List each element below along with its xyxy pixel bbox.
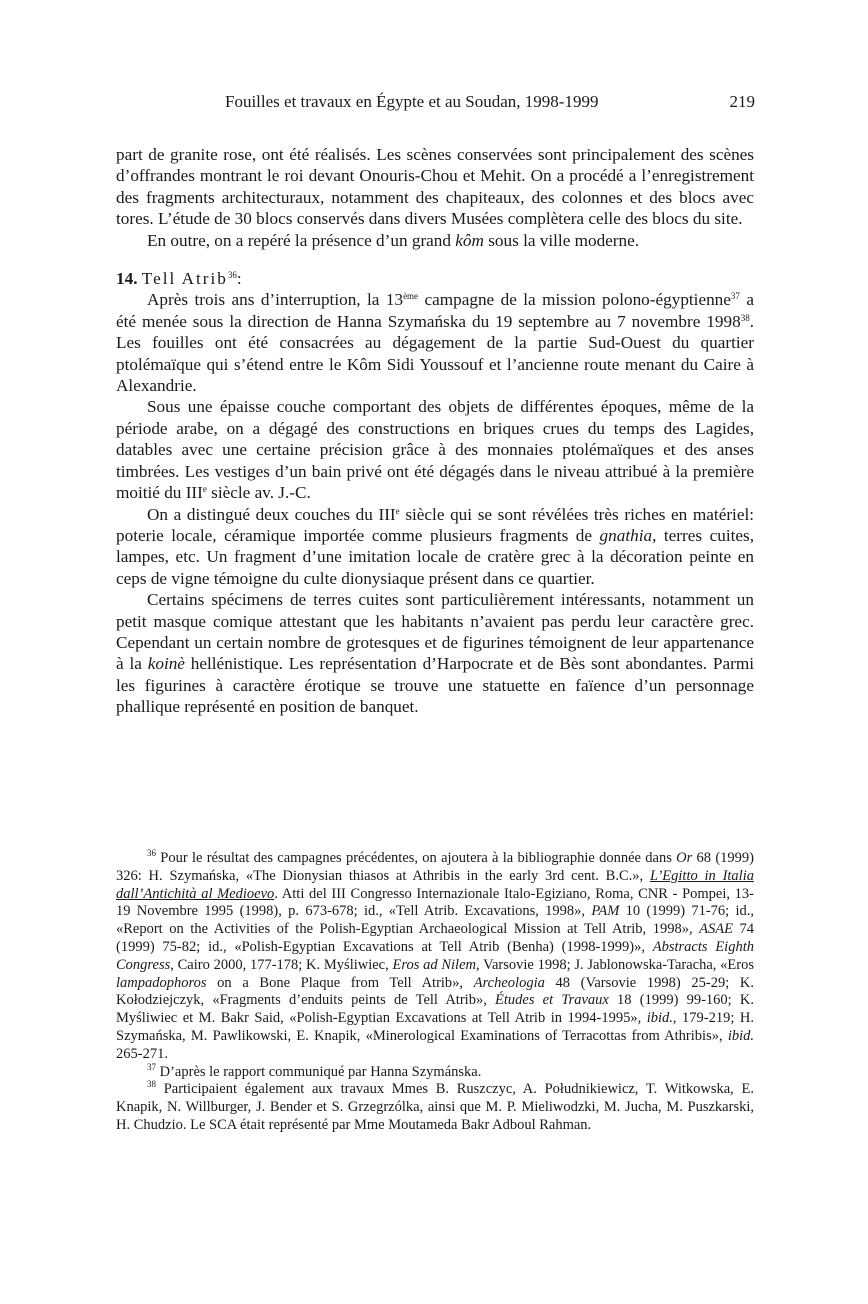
footnote-38: $^{38}$ Participaient également aux travaux Mmes B. Ruszczyc, A. Południkiewicz, T. Witkowska, E. Knapik, N. Willburger, J. Bender et S. Grzegrzólka, ainsi que M. P. Mieliwodzki, M. Jucha, M. Puszkarski, H. Chudzio. Le SCA était représenté par Mme Moutameda Bakr Adboul Rahman.	[116, 1079, 754, 1133]
paragraph: Sous une épaisse couche comportant des objets de différentes époques, même de la période arabe, on a dégagé des constructions en briques crues du temps des Lagides, datables avec une certaine précision grâce à des monnaies ptolémaïques et des anses timbrées. Les vestiges d’un bain privé ont été dégagés dans le niveau attribué à la première moitié du IIIe siècle av. J.-C.	[116, 397, 754, 503]
footnote-ref: 36	[227, 270, 237, 281]
paragraph: Après trois ans d’interruption, la 13ème campagne de la mission polono-égyptienne$^{37}$ a été menée sous la direction de Hanna Szymańska du 19 septembre au 7 novembre 1998$^{38}$. Les fouilles ont été consacrées au dégagement de la partie Sud-Ouest du quartier ptolémaïque qui s’étend entre le Kôm Sidi Youssouf et l’ancienne route menant du Caire à Alexandrie.	[116, 290, 754, 396]
running-title: Fouilles et travaux en Égypte et au Soudan, 1998-1999	[225, 92, 599, 111]
body-text	[116, 144, 754, 718]
page-number: 219	[729, 92, 755, 111]
paragraph: En outre, on a repéré la présence d’un grand kôm sous la ville moderne.	[147, 230, 640, 250]
footnote-36: $^{36}$ Pour le résultat des campagnes précédentes, on ajoutera à la bibliographie donnée dans Or 68 (1999) 326: H. Szymańska, «The Dionysian thiasos at Athribis in the early 3rd cent. B.C.», L’Egitto in Italia dall’Antichità al Medioevo. Atti del III Congresso Internazionale Italo-Egiziano, Roma, CNR - Pompei, 13-19 Novembre 1995 (1998), p. 673-678; id., «Tell Atrib. Excavations, 1998», PAM 10 (1999) 71-76; id., «Report on the Activities of the Polish-Egyptian Archaeological Mission at Tell Atrib, 1998», ASAE 74 (1999) 75-82; id., «Polish-Egyptian Excavations at Tell Atrib (Benha) (1998-1999)», Abstracts Eighth Congress, Cairo 2000, 177-178; K. Myśliwiec, Eros ad Nilem, Varsovie 1998; J. Jablonowska-Taracha, «Eros lampadophoros on a Bone Plaque from Tell Atrib», Archeologia 48 (Varsovie 1998) 25-29; K. Kołodziejczyk, «Fragments d’enduits peints de Tell Atrib», Études et Travaux 18 (1999) 99-160; K. Myśliwiec et M. Bakr Said, «Polish-Egyptian Excavations at Tell Atrib in 1994-1995», ibid., 179-219; H. Szymańska, M. Pawlikowski, E. Knapik, «Minerological Examinations of Terracottas from Athribis», ibid. 265-271.	[116, 848, 755, 1062]
footnote-37: $^{37}$ D’après le rapport communiqué par Hanna Szymánska.	[147, 1061, 482, 1080]
section-number: 14.	[116, 269, 138, 289]
section-title: Tell Atrib	[141, 269, 228, 289]
footnote-ref: 38	[740, 312, 750, 323]
footnotes	[116, 850, 754, 1135]
paragraph: On a distingué deux couches du IIIe siècle qui se sont révélées très riches en matériel: poterie locale, céramique importée comme plusieurs fragments de gnathia, terres cuites, lampes, etc. Un fragment d’une imitation locale de cratère grec à la décoration peinte en ceps de vigne témoigne du culte dionysiaque présent dans ce quartier.	[116, 504, 755, 588]
paragraph: part de granite rose, ont été réalisés. Les scènes conservées sont principalement des scènes d’offrandes montrant le roi devant Onouris-Chou et Mehit. On a procédé a l’enregistrement des fragments architecturaux, notamment des chapiteaux, des colonnes et des blocs avec tores. L’étude de 30 blocs conservés dans divers Musées complètera celle des blocs du site.	[116, 145, 754, 229]
footnote-ref: 37	[730, 291, 740, 302]
paragraph: Certains spécimens de terres cuites sont particulièrement intéressants, notamment un petit masque comique attestant que les habitants n’avaient pas perdu leur caractère grec. Cependant un certain nombre de grotesques et de figurines témoignent de leur appartenance à la koinè hellénistique. Les représentation d’Harpocrate et de Bès sont abondantes. Parmi les figurines à caractère érotique se trouve une statuette en faïence d’un personnage phallique représenté en position de banquet.	[116, 590, 754, 717]
page-header	[225, 92, 755, 116]
section-heading: 14. Tell Atrib$^{36}$:	[116, 269, 242, 289]
